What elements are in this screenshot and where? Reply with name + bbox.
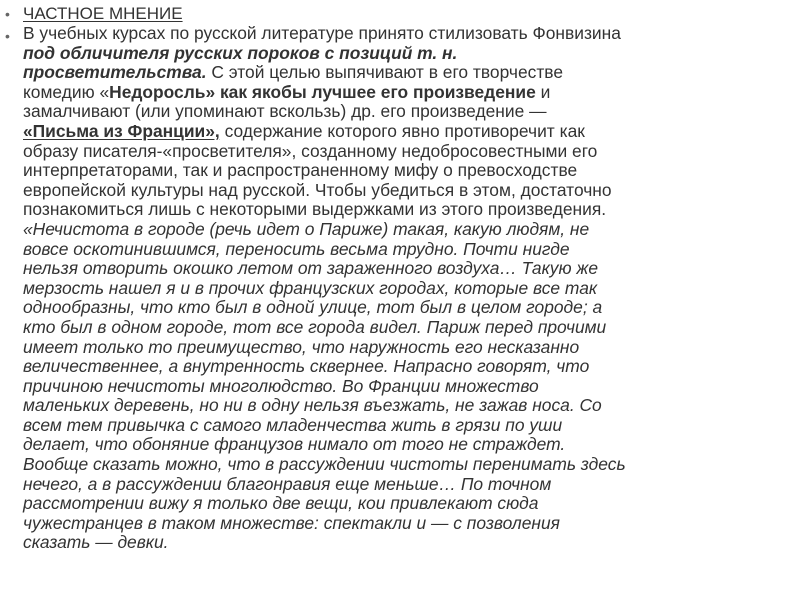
quote-line: величественнее, а внутренность сквернее. Напрасно говорят, что <box>23 356 590 377</box>
text-line <box>23 44 800 64</box>
quote-line: однообразны, что кто был в одной улице, тот был в целом городе; а <box>23 297 603 318</box>
text-line: комедию «Недоросль» как якобы лучшее его произведение и <box>23 81 551 102</box>
quote-line: нечего, а в рассуждении благонравия еще меньше… По точном <box>23 473 552 494</box>
quote-line: маленьких деревень, но ни в одну нельзя въезжать, не зажав носа. Со <box>23 395 602 416</box>
quote-line: причиною нечистоты многолюдство. Во Франции множество <box>23 375 539 396</box>
text-line: интерпретаторами, так и распространенному мифу о превосходстве <box>23 160 578 181</box>
quote-line: рассмотрении вижу я только две вещи, кои привлекают сюда <box>23 493 539 514</box>
text-line: европейской культуры над русской. Чтобы убедиться в этом, достаточно <box>23 179 612 200</box>
text-line: познакомиться лишь с некоторыми выдержками из этого произведения. <box>23 199 607 220</box>
quote-line: Вообще сказать можно, что в рассуждении чистоты перенимать здесь <box>23 454 626 475</box>
bullet-icon: • <box>5 28 10 44</box>
quote-line: мерзость нашел я и в прочих французских городах, которые все так <box>23 277 598 298</box>
text-line: «Письма из Франции», содержание которого явно противоречит как <box>23 120 585 141</box>
text-line: образу писателя-«просветителя», созданному недобросовестными его <box>23 140 598 161</box>
text-line: просветительства. С этой целью выпячивают в его творчестве <box>23 62 563 83</box>
emphasis-text: просветительства. <box>23 62 207 83</box>
emphasis-text: под обличителя русских пороков с позиций т. н. <box>23 42 458 63</box>
quote-line: нельзя отворить окошко летом от зараженного воздуха… Такую же <box>23 258 599 279</box>
quote-line: вовсе оскотинившимся, переносить весьма трудно. Почти нигде <box>23 238 570 259</box>
text-line: В учебных курсах по русской литературе принято стилизовать Фонвизина <box>23 23 621 43</box>
quote-line: делает, что обоняние французов нимало от того не страждет. <box>23 434 566 455</box>
quote-line: сказать — девки. <box>23 532 169 553</box>
bullet-icon: • <box>5 6 10 22</box>
quote-line: кто был в одном городе, тот все города видел. Париж перед прочими <box>23 316 607 337</box>
body-paragraph <box>23 24 800 553</box>
quote-line: «Нечистота в городе (речь идет о Париже) такая, какую людям, не <box>23 218 590 239</box>
slide-heading: ЧАСТНОЕ МНЕНИЕ <box>23 4 183 23</box>
quote-line: чужестранцев в таком множестве: спектакли и — с позволения <box>23 512 560 533</box>
text-line: замалчивают (или упоминают вскользь) др. его произведение — <box>23 101 547 122</box>
emphasis-text: «Письма из Франции», <box>23 120 220 141</box>
quote-line: имеет только то преимущество, что наружность его несказанно <box>23 336 580 357</box>
emphasis-text: Недоросль» как якобы лучшее его произведение <box>109 81 536 102</box>
quote-line: всем тем привычка с самого младенчества жить в грязи по уши <box>23 414 563 435</box>
